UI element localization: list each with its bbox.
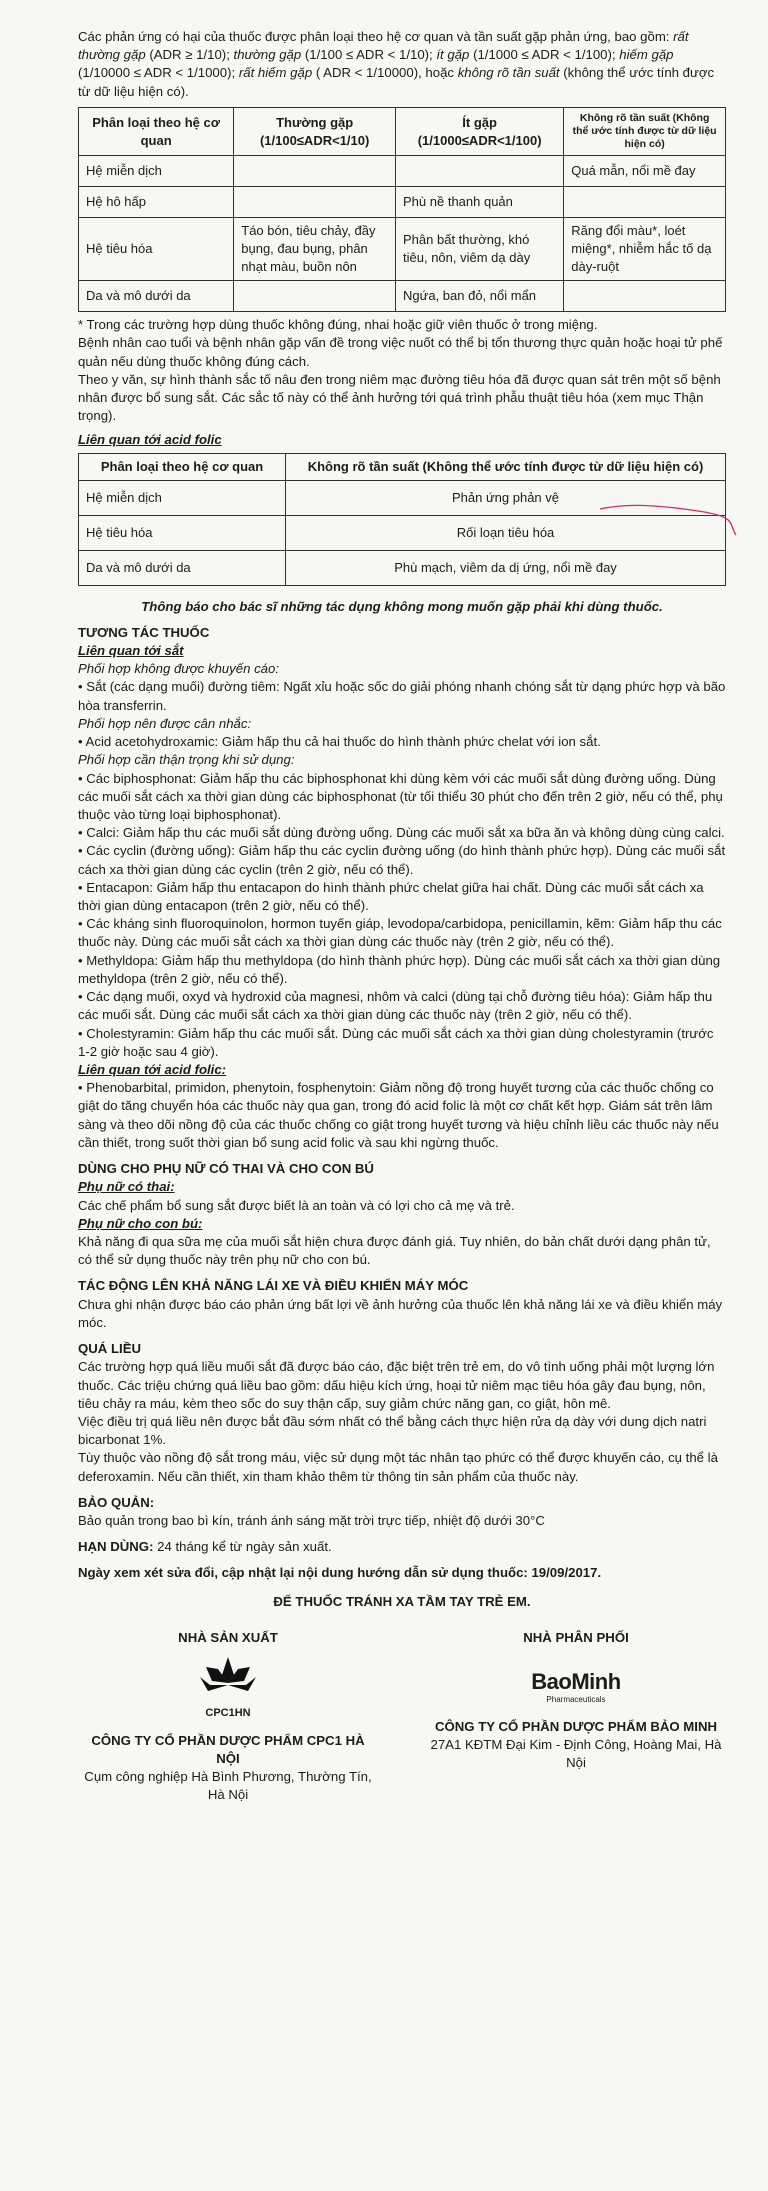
table-cell <box>396 156 564 187</box>
baominh-logo-sub: Pharmaceuticals <box>546 1695 606 1705</box>
pregnant-heading: Phụ nữ có thai: <box>78 1179 175 1195</box>
folic-adr-heading: Liên quan tới acid folic <box>78 432 222 448</box>
notice-line: Thông báo cho bác sĩ những tác dụng không mong muốn gặp phải khi dùng thuốc. <box>141 598 663 614</box>
list-item: • Cholestyramin: Giảm hấp thu các muối sắt. Dùng các muối sắt cách xa thời gian dùng cholestyramin (trước 1-2 giờ hoặc sau 4 giờ). <box>78 1025 714 1059</box>
table-cell <box>234 156 396 187</box>
table-header-cell: Phân loại theo hệ cơ quan <box>79 453 286 480</box>
table-header-cell: Thường gặp (1/100≤ADR<1/10) <box>234 107 396 155</box>
table-cell <box>234 281 396 312</box>
table-cell: Ngứa, ban đỏ, nổi mẩn <box>396 281 564 312</box>
list-item: • Các cyclin (đường uống): Giảm hấp thu các cyclin đường uống (do hình thành phức hợp). Dùng các muối sắt cách xa thời gian dùng các cyclin (trên 2 giờ, nếu có thể). <box>78 843 726 877</box>
table-row <box>79 156 726 187</box>
subheading: Phối hợp không được khuyến cáo: <box>78 661 279 677</box>
table-cell <box>234 187 396 218</box>
table-cell: Hệ miễn dịch <box>79 156 234 187</box>
subheading: Phối hợp cần thận trọng khi sử dụng: <box>78 752 295 768</box>
overdose-paragraph: Tùy thuộc vào nồng độ sắt trong máu, việc sử dụng một tác nhân tạo phức có thể được khuyến cáo, cụ thể là deferoxamin. Nếu cần thiết, xin tham khảo thêm từ thông tin sản phẩm của thuốc này. <box>78 1450 718 1484</box>
distributor-address: 27A1 KĐTM Đại Kim - Định Công, Hoàng Mai, Hà Nội <box>430 1736 722 1770</box>
expiry-line <box>78 1538 726 1556</box>
table-cell: Da và mô dưới da <box>79 281 234 312</box>
overdose-paragraph: Việc điều trị quá liều nên được bắt đầu sớm nhất có thể bằng cách thực hiện rửa dạ dày với dung dịch natri bicarbonat 1%. <box>78 1413 707 1448</box>
table-cell: Hệ tiêu hóa <box>79 515 286 550</box>
manufacturer-label: NHÀ SẢN XUẤT <box>178 1629 278 1645</box>
overdose-title: QUÁ LIỀU <box>78 1341 142 1357</box>
keep-away-warning: ĐỂ THUỐC TRÁNH XA TẦM TAY TRẺ EM. <box>273 1593 531 1609</box>
table-header-cell: Phân loại theo hệ cơ quan <box>79 107 234 155</box>
distributor-company: CÔNG TY CỔ PHẦN DƯỢC PHẨM BẢO MINH <box>434 1718 718 1734</box>
overdose-paragraph: Các trường hợp quá liều muối sắt đã được báo cáo, đặc biệt trên trẻ em, do vô tình uống phải một lượng lớn thuốc. Các triệu chứng quá liều bao gồm: dấu hiệu kích ứng, hoại tử niêm mạc tiêu hóa gây đau bụng, nôn, tiêu chảy ra máu, kèm theo sốc do suy thận cấp, suy giảm chức năng gan, co giật, hôn mê. <box>78 1359 715 1411</box>
manufacturer-company: CÔNG TY CỔ PHẦN DƯỢC PHẨM CPC1 HÀ NỘI <box>91 1732 365 1766</box>
list-item: • Acid acetohydroxamic: Giảm hấp thu cả hai thuốc do hình thành phức chelat với ion sắt. <box>78 734 601 750</box>
table-row <box>79 550 726 585</box>
intro-paragraph: Các phản ứng có hại của thuốc được phân loại theo hệ cơ quan và tần suất gặp phản ứng, bao gồm: rất thường gặp (ADR ≥ 1/10); thường gặp (1/100 ≤ ADR < 1/10); ít gặp (1/1000 ≤ ADR < 1/100); hiếm gặp (1/10000 ≤ ADR < 1/1000); rất hiếm gặp ( ADR < 1/10000), hoặc không rõ tần suất (không thể ước tính được từ dữ liệu hiện có). <box>78 29 715 99</box>
baominh-logo <box>426 1667 726 1705</box>
table-cell: Quá mẫn, nổi mề đay <box>564 156 726 187</box>
table-header-cell: Không rõ tần suất (Không thể ước tính được từ dữ liệu hiện có) <box>286 453 726 480</box>
footnote: * Trong các trường hợp dùng thuốc không đúng, nhai hoặc giữ viên thuốc ở trong miệng. <box>78 317 598 333</box>
interactions-title: TƯƠNG TÁC THUỐC <box>78 624 210 640</box>
table-cell: Phản ứng phản vệ <box>286 480 726 515</box>
expiry-text: 24 tháng kể từ ngày sản xuất. <box>157 1539 332 1555</box>
list-item: • Calci: Giảm hấp thu các muối sắt dùng đường uống. Dùng các muối sắt xa bữa ăn và không dùng cùng calci. <box>78 825 725 841</box>
driving-title: TÁC ĐỘNG LÊN KHẢ NĂNG LÁI XE VÀ ĐIỀU KHIỂN MÁY MÓC <box>78 1278 469 1294</box>
cpc1-logo-text: CPC1HN <box>205 1707 251 1720</box>
table-header-row <box>79 453 726 480</box>
table-row <box>79 187 726 218</box>
list-item: • Các dạng muối, oxyd và hydroxid của magnesi, nhôm và calci (dùng tại chỗ đường tiêu hóa): Giảm hấp thu các muối sắt. Dùng các muối sắt cách xa thời gian dùng các thuốc này (trên 2 giờ, nếu có thể). <box>78 989 713 1023</box>
table-row <box>79 281 726 312</box>
expiry-title: HẠN DÙNG: <box>78 1539 154 1555</box>
iron-heading: Liên quan tới sắt <box>78 642 184 658</box>
distributor-block <box>426 1629 726 1804</box>
list-item: • Sắt (các dạng muối) đường tiêm: Ngất xỉu hoặc sốc do giải phóng nhanh chóng sắt từ dạng phức hợp và bão hòa transferrin. <box>78 679 726 713</box>
list-item: • Entacapon: Giảm hấp thu entacapon do hình thành phức chelat giữa hai chất. Dùng các muối sắt cách xa thời gian dùng entacapon (trên 2 giờ, nếu có thể). <box>78 879 704 914</box>
review-date: Ngày xem xét sửa đổi, cập nhật lại nội dung hướng dẫn sử dụng thuốc: 19/09/2017. <box>78 1565 602 1581</box>
table-cell <box>564 187 726 218</box>
note-paragraph: Bệnh nhân cao tuổi và bệnh nhân gặp vấn đề trong việc nuốt có thể bị tổn thương thực quản hoặc hoại tử phế quản nếu dùng thuốc không đúng cách. <box>78 335 723 369</box>
table-cell: Phù mạch, viêm da dị ứng, nổi mề đay <box>286 550 726 585</box>
list-item: • Các biphosphonat: Giảm hấp thu các biphosphonat khi dùng kèm với các muối sắt dùng đường uống. Dùng các muối sắt cách xa thời gian dùng các biphosphonat (từ tối thiểu 30 phút cho đến trên 2 giờ, nếu có thể, phụ thuộc vào từng loại biphosphonat). <box>78 770 723 822</box>
table-header-cell: Ít gặp (1/1000≤ADR<1/100) <box>396 107 564 155</box>
distributor-label: NHÀ PHÂN PHỐI <box>523 1629 629 1645</box>
pregnancy-title: DÙNG CHO PHỤ NỮ CÓ THAI VÀ CHO CON BÚ <box>78 1161 374 1177</box>
lotus-icon <box>198 1655 258 1701</box>
table-cell: Hệ tiêu hóa <box>79 218 234 281</box>
table-cell: Hệ miễn dịch <box>79 480 286 515</box>
table-row <box>79 218 726 281</box>
subheading: Phối hợp nên được cân nhắc: <box>78 715 252 731</box>
storage-title: BẢO QUẢN: <box>78 1494 155 1510</box>
list-item: • Phenobarbital, primidon, phenytoin, fosphenytoin: Giảm nồng độ trong huyết tương của các thuốc chống co giật do tăng chuyển hóa các thuốc này qua gan, trong đó acid folic là một cơ chất kết hợp. Giám sát trên lâm sàng và theo dõi nồng độ của các thuốc chống co giật trong huyết tương và hiệu chỉnh liều các thuốc này nếu cần thiết, trong suốt thời gian bổ sung acid folic và sau khi ngừng thuốc. <box>78 1080 719 1150</box>
table-cell: Răng đổi màu*, loét miệng*, nhiễm hắc tố dạ dày-ruột <box>564 218 726 281</box>
manufacturer-address: Cụm công nghiệp Hà Bình Phương, Thường Tín, Hà Nội <box>84 1768 372 1803</box>
list-item: • Các kháng sinh fluoroquinolon, hormon tuyến giáp, levodopa/carbidopa, penicillamin, kẽm: Giảm hấp thu các thuốc này. Dùng các muối sắt cách xa thời gian dùng các thuốc này (trên 2 giờ, nếu có thể). <box>78 916 722 950</box>
table-cell: Rối loạn tiêu hóa <box>286 515 726 550</box>
lactation-text: Khả năng đi qua sữa mẹ của muối sắt hiện chưa được đánh giá. Tuy nhiên, do bản chất dưới dạng phân tử, có thể sử dụng thuốc này trên phụ nữ cho con bú. <box>78 1233 711 1268</box>
baominh-logo-text: BaoMinh <box>531 1669 621 1695</box>
table-header-cell: Không rõ tần suất (Không thể ước tính được từ dữ liệu hiện có) <box>564 107 726 155</box>
adr-table-iron <box>78 107 726 312</box>
folic-interaction-heading: Liên quan tới acid folic: <box>78 1062 227 1077</box>
list-item: • Methyldopa: Giảm hấp thu methyldopa (do hình thành phức hợp). Dùng các muối sắt cách xa thời gian dùng methyldopa (trên 2 giờ, nếu có thể). <box>78 952 721 986</box>
pen-mark <box>598 501 738 541</box>
cpc1-logo <box>193 1655 263 1721</box>
storage-text: Bảo quản trong bao bì kín, tránh ánh sáng mặt trời trực tiếp, nhiệt độ dưới 30°C <box>78 1513 545 1529</box>
note-paragraph: Theo y văn, sự hình thành sắc tố nâu đen trong niêm mạc đường tiêu hóa đã được quan sát trên một số bệnh nhân được bổ sung sắt. Các sắc tố này có thể ảnh hưởng tới quá trình phẫu thuật tiêu hóa (xem mục Thận trọng). <box>78 371 721 424</box>
table-cell: Phân bất thường, khó tiêu, nôn, viêm dạ dày <box>396 218 564 281</box>
table-cell: Da và mô dưới da <box>79 550 286 585</box>
table-cell: Táo bón, tiêu chảy, đầy bụng, đau bụng, phân nhạt màu, buồn nôn <box>234 218 396 281</box>
footer <box>78 1629 726 1804</box>
manufacturer-block <box>78 1629 378 1804</box>
driving-text: Chưa ghi nhận được báo cáo phản ứng bất lợi về ảnh hưởng của thuốc lên khả năng lái xe và điều khiển máy móc. <box>78 1296 723 1330</box>
pregnant-text: Các chế phẩm bổ sung sắt được biết là an toàn và có lợi cho cả mẹ và trẻ. <box>78 1197 515 1213</box>
table-cell: Hệ hô hấp <box>79 187 234 218</box>
table-header-row <box>79 107 726 155</box>
table-cell <box>564 281 726 312</box>
table-cell: Phù nề thanh quản <box>396 187 564 218</box>
lactation-heading: Phụ nữ cho con bú: <box>78 1215 203 1231</box>
